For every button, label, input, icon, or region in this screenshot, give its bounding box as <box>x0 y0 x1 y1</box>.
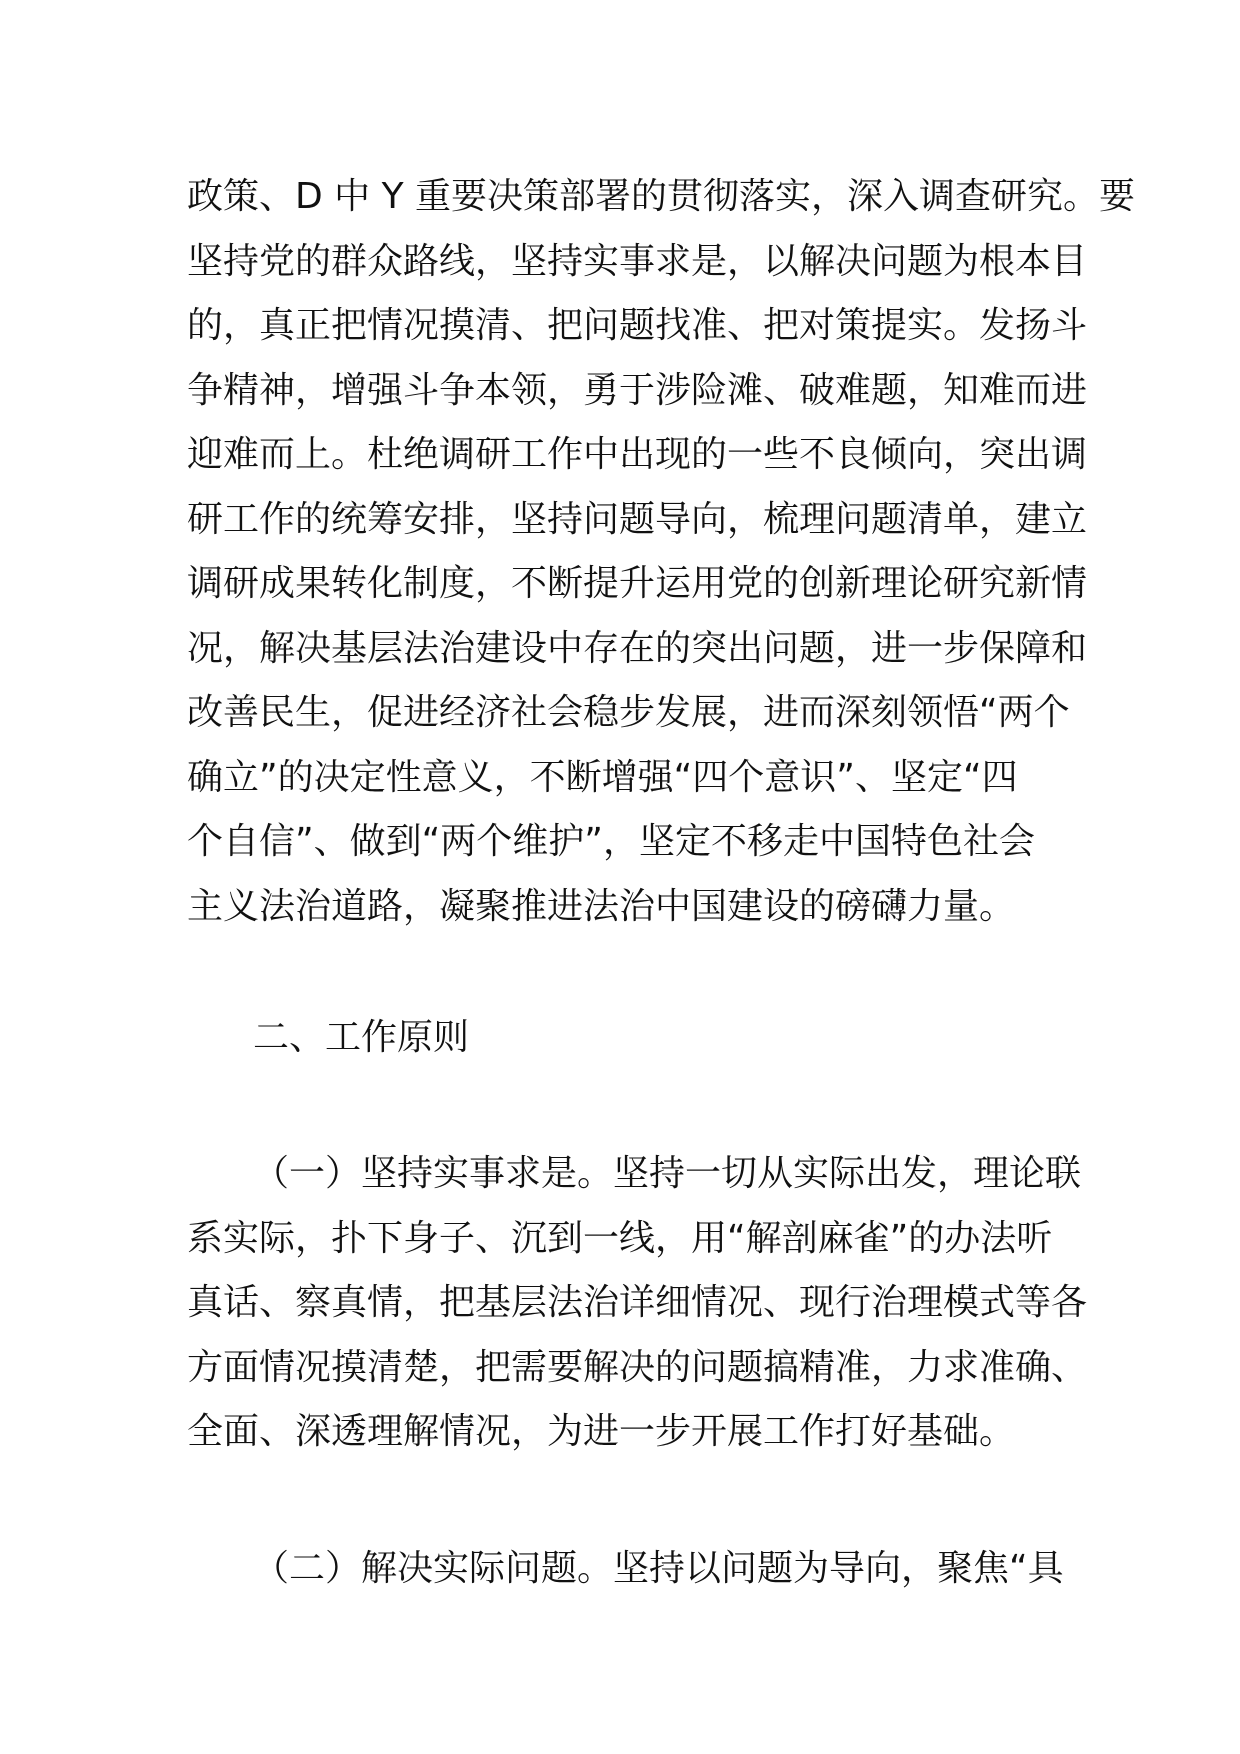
subsection-paragraph-1 <box>187 1142 1088 1465</box>
paragraph-line: 迎难而上。杜绝调研工作中出现的一些不良倾向，突出调 <box>187 434 1088 475</box>
paragraph-line: 方面情况摸清楚，把需要解决的问题搞精准，力求准确、 <box>187 1346 1088 1388</box>
paragraph-line: 研工作的统筹安排，坚持问题导向，梳理问题清单，建立 <box>187 498 1088 540</box>
paragraph-line: 主义法治道路，凝聚推进法治中国建设的磅礴力量。 <box>187 885 1016 927</box>
paragraph-line: 真话、察真情，把基层法治详细情况、现行治理模式等各 <box>187 1282 1088 1323</box>
section-heading <box>187 1006 1057 1071</box>
paragraph-line: 况，解决基层法治建设中存在的突出问题，进一步保障和 <box>187 627 1088 669</box>
paragraph-line: 坚持党的群众路线，坚持实事求是，以解决问题为根本目 <box>187 240 1088 282</box>
paragraph-line: （二）解决实际问题。坚持以问题为导向，聚焦“具 <box>253 1548 1064 1589</box>
paragraph-line: 系实际，扑下身子、沉到一线，用“解剖麻雀”的办法听 <box>187 1217 1053 1259</box>
paragraph-line: 政策、D 中 Y 重要决策部署的贯彻落实，深入调查研究。要 <box>187 176 1136 217</box>
body-paragraph <box>187 165 1136 939</box>
paragraph-line: 改善民生，促进经济社会稳步发展，进而深刻领悟“两个 <box>187 692 1070 733</box>
paragraph-line: 个自信”、做到“两个维护”，坚定不移走中国特色社会 <box>187 821 1035 862</box>
paragraph-line: 全面、深透理解情况，为进一步开展工作打好基础。 <box>187 1411 1016 1452</box>
paragraph-line: 的，真正把情况摸清、把问题找准、把对策提实。发扬斗 <box>187 305 1088 346</box>
paragraph-line: 争精神，增强斗争本领，勇于涉险滩、破难题，知难而进 <box>187 369 1088 411</box>
section-heading-text: 二、工作原则 <box>253 1017 470 1058</box>
subsection-paragraph-2 <box>187 1537 1064 1602</box>
paragraph-line: （一）坚持实事求是。坚持一切从实际出发，理论联 <box>253 1153 1082 1194</box>
paragraph-line: 调研成果转化制度，不断提升运用党的创新理论研究新情 <box>187 563 1088 604</box>
paragraph-line: 确立”的决定性意义，不断增强“四个意识”、坚定“四 <box>187 756 1018 798</box>
